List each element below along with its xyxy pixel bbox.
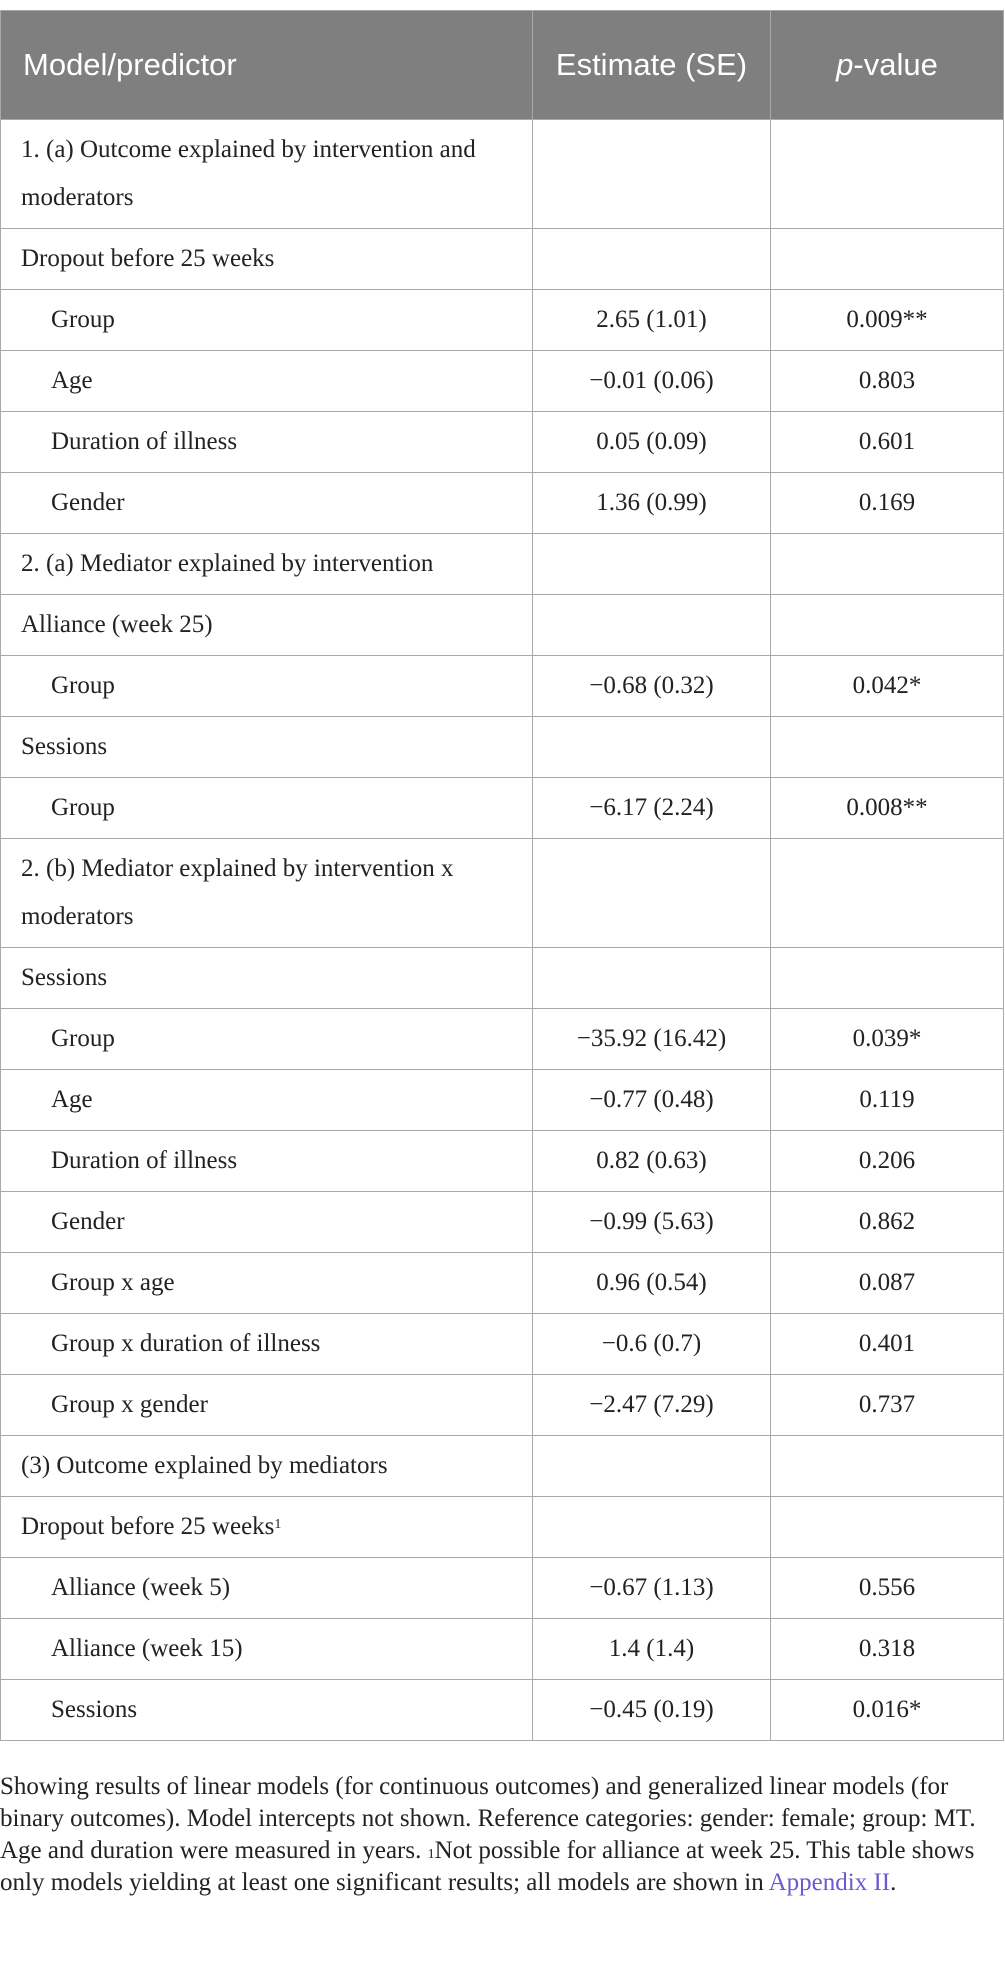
row-p-value: [771, 948, 1004, 1009]
row-p-value: [771, 1497, 1004, 1558]
row-estimate: 0.82 (0.63): [533, 1131, 771, 1192]
row-estimate: [533, 229, 771, 290]
row-label: 2. (a) Mediator explained by intervention: [1, 534, 533, 595]
row-label: Age: [1, 1070, 533, 1131]
row-p-value: 0.206: [771, 1131, 1004, 1192]
footnote-text: Showing results of linear models (for continuous outcomes) and generalized linear models (for binary outcomes). Model intercepts not shown. Reference categories: gender: female; group: MT. Age and duration were measured in years.: [0, 1773, 976, 1864]
row-label: Sessions: [1, 1680, 533, 1741]
row-label: Group x gender: [1, 1375, 533, 1436]
row-estimate: [533, 534, 771, 595]
row-label: Dropout before 25 weeks: [1, 229, 533, 290]
row-estimate: −6.17 (2.24): [533, 778, 771, 839]
row-label: Group x age: [1, 1253, 533, 1314]
row-label: Gender: [1, 473, 533, 534]
row-label: 1. (a) Outcome explained by intervention and moderators: [1, 120, 533, 229]
row-p-value: [771, 595, 1004, 656]
table-row: [1, 1436, 1004, 1497]
row-label: Sessions: [1, 948, 533, 1009]
row-estimate: −0.67 (1.13): [533, 1558, 771, 1619]
header-p-italic: p: [836, 47, 854, 82]
row-estimate: 2.65 (1.01): [533, 290, 771, 351]
table-row: [1, 1009, 1004, 1070]
row-estimate: 1.36 (0.99): [533, 473, 771, 534]
table-row: [1, 1497, 1004, 1558]
row-p-value: 0.009**: [771, 290, 1004, 351]
row-label: Group: [1, 290, 533, 351]
row-label: Group: [1, 656, 533, 717]
table-row: [1, 473, 1004, 534]
row-estimate: −0.01 (0.06): [533, 351, 771, 412]
table-row: [1, 1558, 1004, 1619]
row-p-value: 0.119: [771, 1070, 1004, 1131]
row-p-value: [771, 534, 1004, 595]
table-row: [1, 1314, 1004, 1375]
row-p-value: [771, 229, 1004, 290]
appendix-link[interactable]: Appendix II: [768, 1869, 891, 1896]
row-p-value: [771, 120, 1004, 229]
row-estimate: −0.45 (0.19): [533, 1680, 771, 1741]
row-estimate: [533, 948, 771, 1009]
footnote-marker: 1: [427, 1847, 435, 1862]
row-estimate: [533, 717, 771, 778]
row-p-value: 0.169: [771, 473, 1004, 534]
row-label: Duration of illness: [1, 1131, 533, 1192]
row-p-value: 0.862: [771, 1192, 1004, 1253]
table-row: [1, 595, 1004, 656]
results-table-container: [0, 10, 1003, 1741]
row-p-value: 0.042*: [771, 656, 1004, 717]
table-row: [1, 120, 1004, 229]
row-label-text: Dropout before 25 weeks: [21, 1513, 275, 1540]
footnote-end: .: [890, 1869, 897, 1896]
table-header: [1, 11, 1004, 120]
table-row: [1, 534, 1004, 595]
footnote-marker: 1: [274, 1517, 282, 1532]
table-row: [1, 351, 1004, 412]
row-p-value: 0.039*: [771, 1009, 1004, 1070]
row-label: Group: [1, 1009, 533, 1070]
row-label: Group x duration of illness: [1, 1314, 533, 1375]
row-label: Alliance (week 5): [1, 1558, 533, 1619]
row-estimate: 0.96 (0.54): [533, 1253, 771, 1314]
header-estimate-se: Estimate (SE): [533, 11, 771, 120]
row-p-value: 0.087: [771, 1253, 1004, 1314]
row-estimate: −0.68 (0.32): [533, 656, 771, 717]
header-model-predictor: Model/predictor: [1, 11, 533, 120]
table-row: [1, 1680, 1004, 1741]
row-p-value: [771, 1436, 1004, 1497]
row-estimate: −2.47 (7.29): [533, 1375, 771, 1436]
row-p-value: 0.556: [771, 1558, 1004, 1619]
row-estimate: [533, 595, 771, 656]
row-p-value: [771, 717, 1004, 778]
row-estimate: −0.6 (0.7): [533, 1314, 771, 1375]
row-estimate: −35.92 (16.42): [533, 1009, 771, 1070]
header-p-value: [771, 11, 1004, 120]
table-row: [1, 656, 1004, 717]
table-row: [1, 290, 1004, 351]
row-label: Age: [1, 351, 533, 412]
table-body: [1, 120, 1004, 1741]
table-row: [1, 717, 1004, 778]
header-p-rest: -value: [853, 47, 938, 82]
row-p-value: 0.601: [771, 412, 1004, 473]
table-row: [1, 412, 1004, 473]
row-estimate: 0.05 (0.09): [533, 412, 771, 473]
table-row: [1, 1253, 1004, 1314]
row-label: Alliance (week 25): [1, 595, 533, 656]
row-p-value: 0.318: [771, 1619, 1004, 1680]
table-row: [1, 1192, 1004, 1253]
table-row: [1, 778, 1004, 839]
row-estimate: −0.77 (0.48): [533, 1070, 771, 1131]
row-label: Alliance (week 15): [1, 1619, 533, 1680]
row-estimate: [533, 839, 771, 948]
row-estimate: 1.4 (1.4): [533, 1619, 771, 1680]
row-label: Group: [1, 778, 533, 839]
row-label: Duration of illness: [1, 412, 533, 473]
row-label: [1, 1497, 533, 1558]
row-p-value: [771, 839, 1004, 948]
row-label: Gender: [1, 1192, 533, 1253]
table-row: [1, 948, 1004, 1009]
table-row: [1, 1619, 1004, 1680]
row-p-value: 0.803: [771, 351, 1004, 412]
row-label: (3) Outcome explained by mediators: [1, 1436, 533, 1497]
row-estimate: [533, 1436, 771, 1497]
row-estimate: [533, 1497, 771, 1558]
table-row: [1, 1070, 1004, 1131]
row-label: 2. (b) Mediator explained by intervention x moderators: [1, 839, 533, 948]
table-footnote: [0, 1771, 1003, 1899]
table-row: [1, 229, 1004, 290]
row-p-value: 0.401: [771, 1314, 1004, 1375]
row-estimate: [533, 120, 771, 229]
table-row: [1, 1131, 1004, 1192]
table-row: [1, 839, 1004, 948]
row-p-value: 0.737: [771, 1375, 1004, 1436]
footnote-text-2: Not possible for alliance at week 25. This table shows only models yielding at least one significant results; all models are shown in: [0, 1837, 975, 1896]
row-estimate: −0.99 (5.63): [533, 1192, 771, 1253]
table-row: [1, 1375, 1004, 1436]
row-label: Sessions: [1, 717, 533, 778]
row-p-value: 0.016*: [771, 1680, 1004, 1741]
row-p-value: 0.008**: [771, 778, 1004, 839]
results-table: [0, 10, 1004, 1741]
